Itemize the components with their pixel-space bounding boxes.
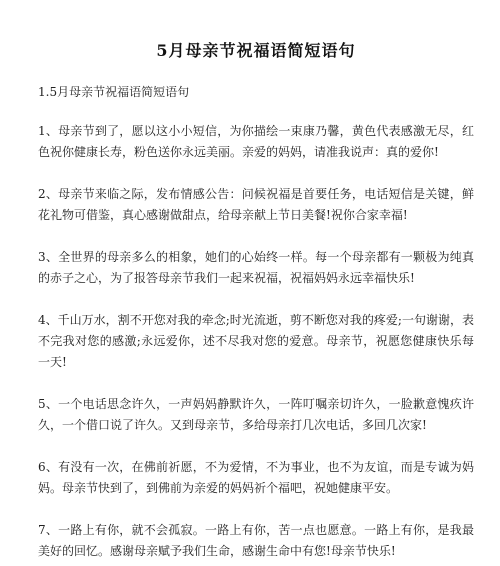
paragraph-1: 1、母亲节到了，愿以这小小短信，为你描绘一束康乃馨，黄色代表感激无尽，红色祝你健康长寿，粉色送你永远美丽。亲爱的妈妈，请准我说声：真的爱你! [38, 124, 474, 159]
paragraph-4: 4、千山万水，割不开您对我的牵念;时光流逝，剪不断您对我的疼爱;一句谢谢，表不完我对您的感激;永远爱你，述不尽我对您的爱意。母亲节，祝愿您健康快乐每一天! [38, 313, 474, 369]
paragraph-7: 7、一路上有你，就不会孤寂。一路上有你，苦一点也愿意。一路上有你，是我最美好的回忆。感谢母亲赋予我们生命，感谢生命中有您!母亲节快乐! [38, 523, 474, 558]
page-title: 5月母亲节祝福语简短语句 [156, 41, 356, 60]
paragraph-3: 3、全世界的母亲多么的相象，她们的心始终一样。每一个母亲都有一颗极为纯真的赤子之心，为了报答母亲节我们一起来祝福，祝福妈妈永远幸福快乐! [38, 250, 474, 285]
paragraph-5: 5、一个电话思念许久，一声妈妈静默许久，一阵叮嘱亲切许久，一脸歉意愧疚许久，一个借口说了许久。又到母亲节，多给母亲打几次电话，多回几次家! [38, 397, 474, 432]
paragraph-2: 2、母亲节来临之际，发布情感公告：问候祝福是首要任务，电话短信是关键，鲜花礼物可借鉴，真心感谢做甜点，给母亲献上节日美餐!祝你合家幸福! [38, 187, 474, 222]
section-heading: 1.5月母亲节祝福语简短语句 [38, 85, 190, 99]
paragraph-6: 6、有没有一次，在佛前祈愿，不为爱情，不为事业，也不为友谊，而是专诚为妈妈。母亲节快到了，到佛前为亲爱的妈妈祈个福吧，祝她健康平安。 [38, 460, 474, 495]
